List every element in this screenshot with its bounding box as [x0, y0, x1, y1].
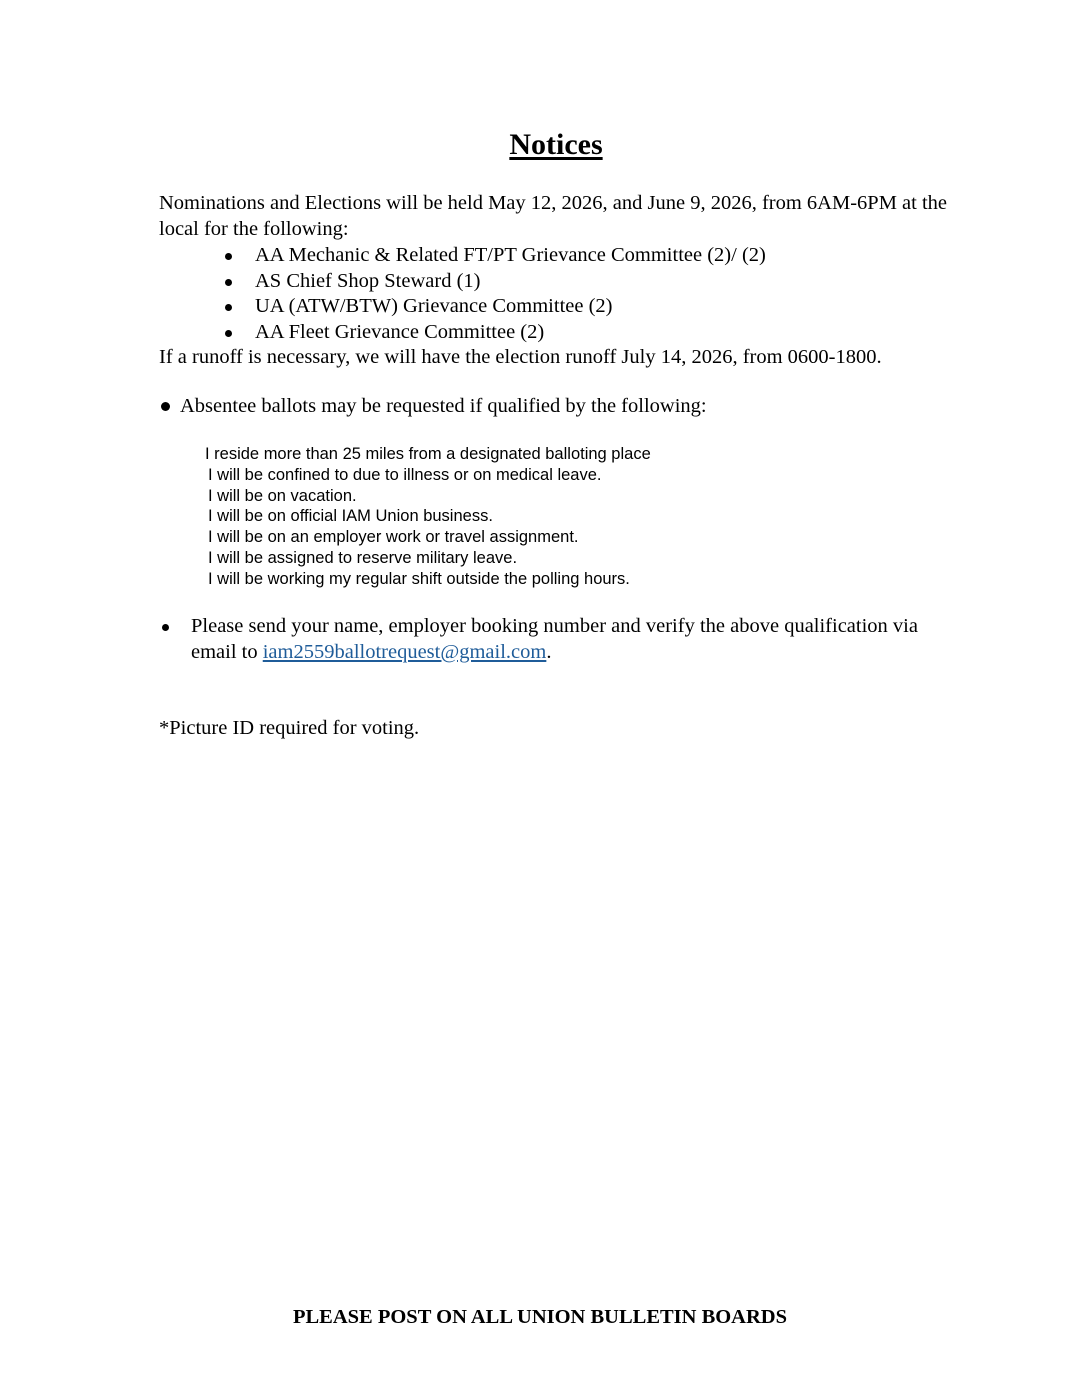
qualification-item: I will be assigned to reserve military leave.: [208, 548, 518, 567]
positions-list: [222, 243, 766, 345]
position-item: UA (ATW/BTW) Grievance Committee (2): [222, 294, 766, 320]
qualification-item: I will be on official IAM Union business.: [208, 507, 493, 526]
bullet-icon: [161, 402, 170, 411]
position-item: AA Mechanic & Related FT/PT Grievance Committee (2)/ (2): [222, 243, 766, 269]
runoff-paragraph: If a runoff is necessary, we will have the election runoff July 14, 2026, from 0600-1800.: [159, 346, 882, 368]
bullet-icon: [162, 624, 169, 631]
footer-notice: PLEASE POST ON ALL UNION BULLETIN BOARDS: [292, 1306, 788, 1328]
request-end: .: [546, 640, 552, 663]
qualification-item: I will be confined to due to illness or on medical leave.: [208, 465, 602, 484]
page-title: Notices: [509, 128, 603, 161]
qualification-item: I will be on an employer work or travel assignment.: [208, 528, 579, 547]
qualification-item: I reside more than 25 miles from a designated balloting place: [205, 445, 651, 463]
qualification-item: I will be on vacation.: [208, 486, 357, 505]
request-paragraph: [159, 614, 959, 665]
picture-id-note: *Picture ID required for voting.: [159, 717, 420, 739]
qualification-item: I will be working my regular shift outside the polling hours.: [208, 569, 630, 588]
email-link[interactable]: iam2559ballotrequest@gmail.com: [262, 640, 547, 663]
absentee-heading-text: Absentee ballots may be requested if qualified by the following:: [180, 395, 707, 417]
absentee-heading: [159, 394, 707, 420]
request-text-block: [191, 614, 959, 665]
request-text: Please send your name, employer booking number and verify the above qualification via email to: [191, 615, 918, 663]
qualifications-list: [205, 444, 651, 590]
position-item: AS Chief Shop Steward (1): [222, 269, 766, 295]
position-item: AA Fleet Grievance Committee (2): [222, 320, 766, 346]
intro-paragraph: Nominations and Elections will be held May 12, 2026, and June 9, 2026, from 6AM-6PM at the local for the following:: [159, 192, 948, 240]
